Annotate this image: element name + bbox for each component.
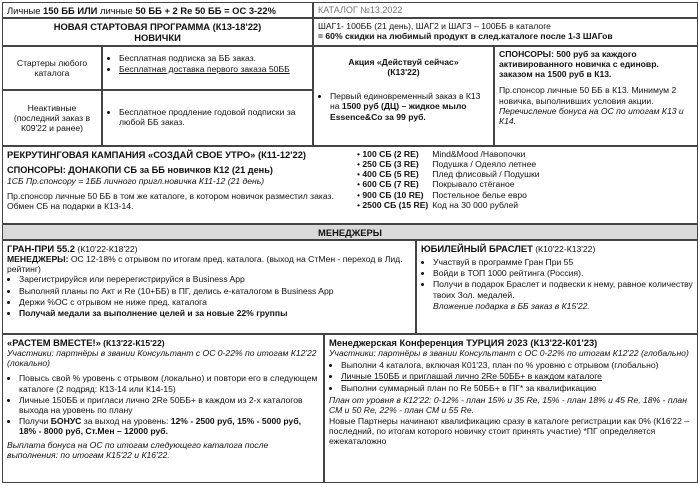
grow-together-box: «РАСТЕМ ВМЕСТЕ!» (К13'22-К15'22) Участники: партнёры в звании Консультант с ОС 0-22% по итогам К12'22 (локально) • Повысь свой % уровень с отрывом (локально) и повтори его в следующем каталоге (2 подряд: К13-14 или К14-15) • Личные 150ББ и пригласи лично 2Re 50ББ+ в каждом из 2-х каталогов выхода на уровень по плану • Получи БОНУС за выход на уровень: 12% - 2500 руб, 15% - 5000 руб, 18% - 8000 руб, Ст.Мен – 12000 руб. Выплата бонуса на ОС по итогам следующего каталога после выполнения: по итогам К15'22 и К16'22. [2, 334, 324, 483]
managers-heading: МЕНЕДЖЕРЫ [2, 224, 698, 240]
sponsors-bonus: СПОНСОРЫ: 500 руб за каждого активированного новичка с единовр. заказом на 1500 руб в К13. Пр.спонсор личные 50 ББ в К13. Минимум 2 новичка, выполнивших условия акции. Перечисление бонуса на ОС по итогам К13 и К14. [494, 46, 698, 146]
page [2, 2, 698, 483]
bracelet-box: ЮБИЛЕЙНЫЙ БРАСЛЕТ (К10'22-К13'22) • Участвуй в программе Гран При 55 • Войди в ТОП 1000 рейтинга (Россия). • Получи в подарок Браслет и подвески к нему, равное количеству твоих Зол. медалей. Вложение подарка в ББ заказ в К15'22. [416, 240, 698, 334]
reward-row: • 2500 СБ (15 RE) Код на 30 000 рублей [357, 199, 519, 210]
starters-benefits [102, 46, 313, 90]
starter-item: • Бесплатная доставка первого заказа 50ББ [119, 64, 308, 74]
action-box: Акция «Действуй сейчас» (К13'22) • Первый единовременный заказ в К13 на 1500 руб (ДЦ) – жидкое мыло Essence&Co за 99 руб. [313, 46, 494, 146]
conference-box: Менеджерская Конференция ТУРЦИЯ 2023 (К13'22-К01'23) Участники: партнёры в звании Консультант с ОС 0-22% по итогам К12'22 (глобально) • Выполни 4 каталога, включая К01'23, план по % уровню с отрывом (глобально) • Личные 150ББ и приглашай лично 2Re 50ББ+ в каждом каталоге • Выполни суммарный план по Re 50ББ+ в ПГ* за квалификацию План от уровня в К12'22: 0-12% - план 15% и 35 Re, 15% - план 18% и 45 Re, 18% - план СМ и 50 Re, 22% - план СМ и 55 Re. Новые Партнеры начинают квалификацию сразу в каталоге регистрации как 0% (К16'22 – последний, по итогам которого новичку стоит принять участие) *ПГ определяется ежекаталожно [324, 334, 698, 483]
catalog-number: КАТАЛОГ №13.2022 [313, 2, 698, 18]
reward-row: • 250 СБ (3 RE) Подушка / Одеяло летнее [357, 159, 537, 170]
header-requirement: Личные 150 ББ ИЛИ личные 50 ББ + 2 Re 50 ББ = ОС 3-22% [2, 2, 313, 18]
reward-row: • 600 СБ (7 RE) Покрывало стёганое [357, 179, 515, 190]
reward-row: • 100 СБ (2 RE) Mind&Mood /Навопочки [357, 149, 526, 159]
reward-row: • 900 СБ (10 RE) Постельное белье евро [357, 189, 527, 200]
rewards-list [355, 149, 542, 210]
inactive-benefit: • Бесплатное продление годовой подписки за любой ББ заказ. [102, 90, 313, 146]
new-program-title: НОВАЯ СТАРТОВАЯ ПРОГРАММА (К13-18'22) НОВИЧКИ [2, 18, 313, 46]
recruiting-campaign: РЕКРУТИНГОВАЯ КАМПАНИЯ «СОЗДАЙ СВОЕ УТРО» (К11-12'22) СПОНСОРЫ: ДОНАКОПИ СБ за ББ новичков К12 (21 день) 1СБ Пр.спонсору = 1ББ личного пригл.новичка К11-12 (21 день) Пр.спонсор личные 50 ББ в том же каталоге, в котором новичок разместил заказ. Обмен СБ на подарки в К13-14. • 100 СБ (2 RE) Mind&Mood /Навопочки • 250 СБ (3 RE) Подушка / Одеяло летнее • 400 СБ (5 RE) Плед флисовый / Подушки • 600 СБ (7 RE) Покрывало стёганое • 900 СБ (10 RE) Постельное белье евро • 2500 СБ (15 RE) Код на 30 000 рублей [2, 146, 698, 224]
starter-item: • Бесплатная подписка за ББ заказ. [119, 53, 308, 63]
grand-prix-box: ГРАН-ПРИ 55.2 (К10'22-К18'22) МЕНЕДЖЕРЫ: ОС 12-18% с отрывом по итогам пред. каталога. (выход на СтМен - переход в Лид. рейтинг) • Зарегистрируйся или перерегистрируйся в Business App • Выполняй планы по Акт и Re (10+ББ) в ПГ, делись е-каталогом в Business App • Держи %ОС с отрывом не ниже пред. каталога • Получай медали за выполнение целей и за новые 22% группы [2, 240, 416, 334]
inactive-label: Неактивные (последний заказ в К09'22 и ранее) [2, 90, 102, 146]
new-program-steps: ШАГ1- 100ББ (21 день), ШАГ2 и ШАГЗ – 100ББ в каталоге = 60% скидки на любимый продукт в след.каталоге после 1-3 ШАГов [313, 18, 698, 46]
starters-label: Стартеры любого каталога [2, 46, 102, 90]
reward-row: • 400 СБ (5 RE) Плед флисовый / Подушки [357, 169, 540, 180]
